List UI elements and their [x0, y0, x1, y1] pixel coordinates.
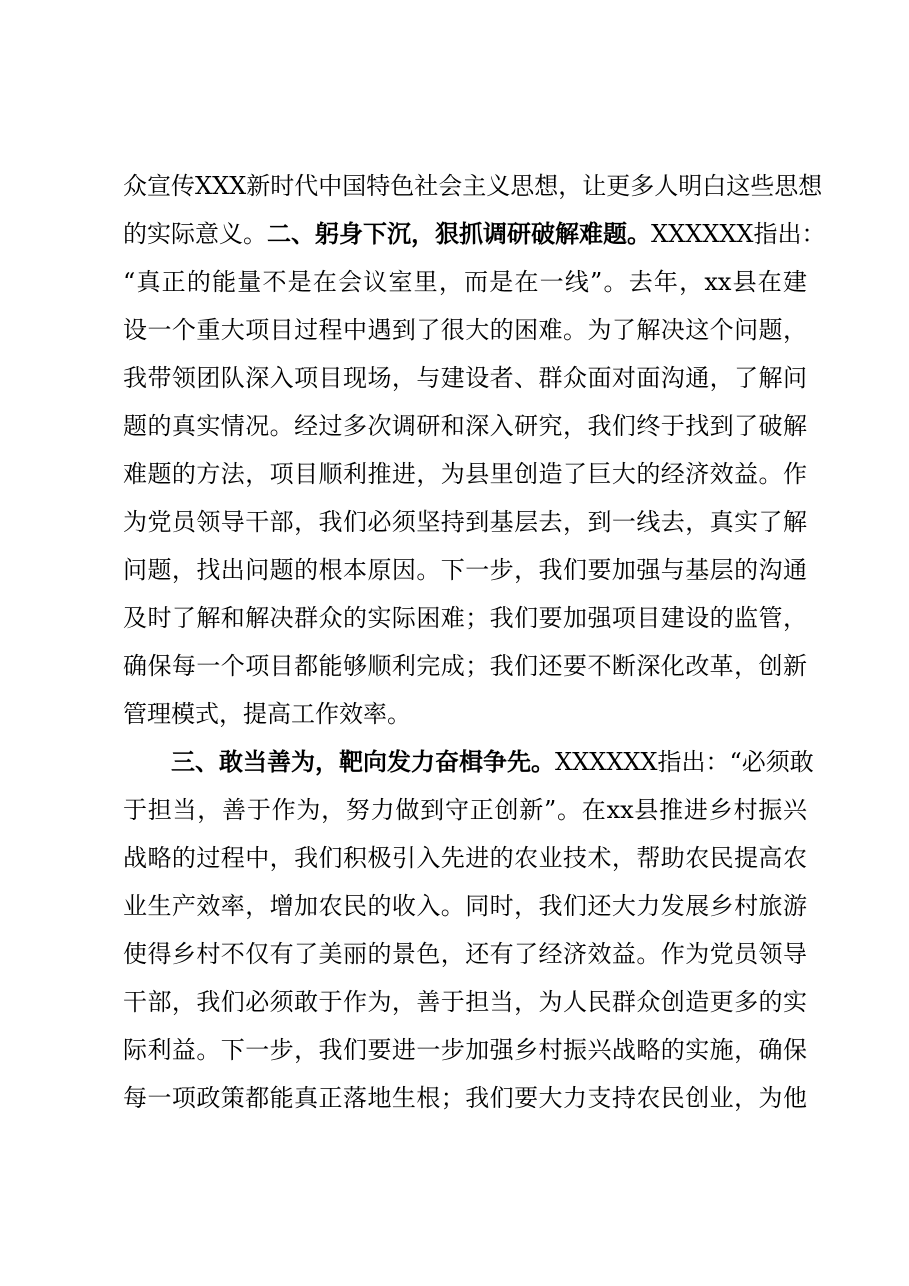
body-text: 于担当，善于作为，努力做到守正创新”。在xx县推进乡村振兴: [123, 796, 807, 824]
body-text: 使得乡村不仅有了美丽的景色，还有了经济效益。作为党员领导: [123, 940, 807, 968]
body-text: 管理模式，提高工作效率。: [123, 700, 411, 728]
body-text: 及时了解和解决群众的实际困难；我们要加强项目建设的监管，: [123, 604, 807, 632]
body-text: 难题的方法，项目顺利推进，为县里创造了巨大的经济效益。作: [123, 460, 807, 488]
text-line: [123, 738, 814, 786]
text-line: [123, 498, 807, 546]
text-line: [123, 1074, 807, 1122]
body-text: 干部，我们必须敢于作为，善于担当，为人民群众创造更多的实: [123, 988, 807, 1016]
body-text: 为党员领导干部，我们必须坚持到基层去，到一线去，真实了解: [123, 508, 807, 536]
text-line: [123, 210, 826, 258]
text-line: [123, 978, 807, 1026]
text-line: [123, 1026, 807, 1074]
text-line: [123, 786, 807, 834]
body-text: 业生产效率，增加农民的收入。同时，我们还大力发展乡村旅游: [123, 892, 807, 920]
body-text: 我带领团队深入项目现场，与建设者、群众面对面沟通，了解问: [123, 364, 807, 392]
text-line: [123, 546, 807, 594]
text-line: [123, 930, 807, 978]
body-text: XXXXXX指出：“必须敢: [555, 748, 814, 776]
body-text: 题的真实情况。经过多次调研和深入研究，我们终于找到了破解: [123, 412, 807, 440]
text-line: [123, 354, 807, 402]
text-line: [123, 642, 807, 690]
text-line: [123, 258, 807, 306]
body-text: 设一个重大项目过程中遇到了很大的困难。为了解决这个问题，: [123, 316, 807, 344]
body-text: 际利益。下一步，我们要进一步加强乡村振兴战略的实施，确保: [123, 1036, 807, 1064]
body-text: “真正的能量不是在会议室里，而是在一线”。去年，xx县在建: [123, 268, 807, 296]
text-line: [123, 834, 807, 882]
body-text: 每一项政策都能真正落地生根；我们要大力支持农民创业，为他: [123, 1084, 807, 1112]
document-body: [123, 162, 826, 1122]
text-line: [123, 402, 807, 450]
body-text: 众宣传XXX新时代中国特色社会主义思想，让更多人明白这些思想: [123, 172, 823, 200]
text-line: [123, 450, 807, 498]
text-line: [123, 882, 807, 930]
text-line: [123, 162, 823, 210]
body-text: 战略的过程中，我们积极引入先进的农业技术，帮助农民提高农: [123, 844, 807, 872]
body-text: 确保每一个项目都能够顺利完成；我们还要不断深化改革，创新: [123, 652, 807, 680]
body-text: 问题，找出问题的根本原因。下一步，我们要加强与基层的沟通: [123, 556, 807, 584]
heading-text: 二、躬身下沉，狠抓调研破解难题。: [267, 220, 651, 248]
heading-text: 三、敢当善为，靶向发力奋楫争先。: [171, 748, 555, 776]
text-line: [123, 690, 807, 738]
text-line: [123, 306, 807, 354]
text-line: [123, 594, 807, 642]
body-text: XXXXXX指出：: [651, 220, 826, 248]
body-text: 的实际意义。: [123, 220, 267, 248]
